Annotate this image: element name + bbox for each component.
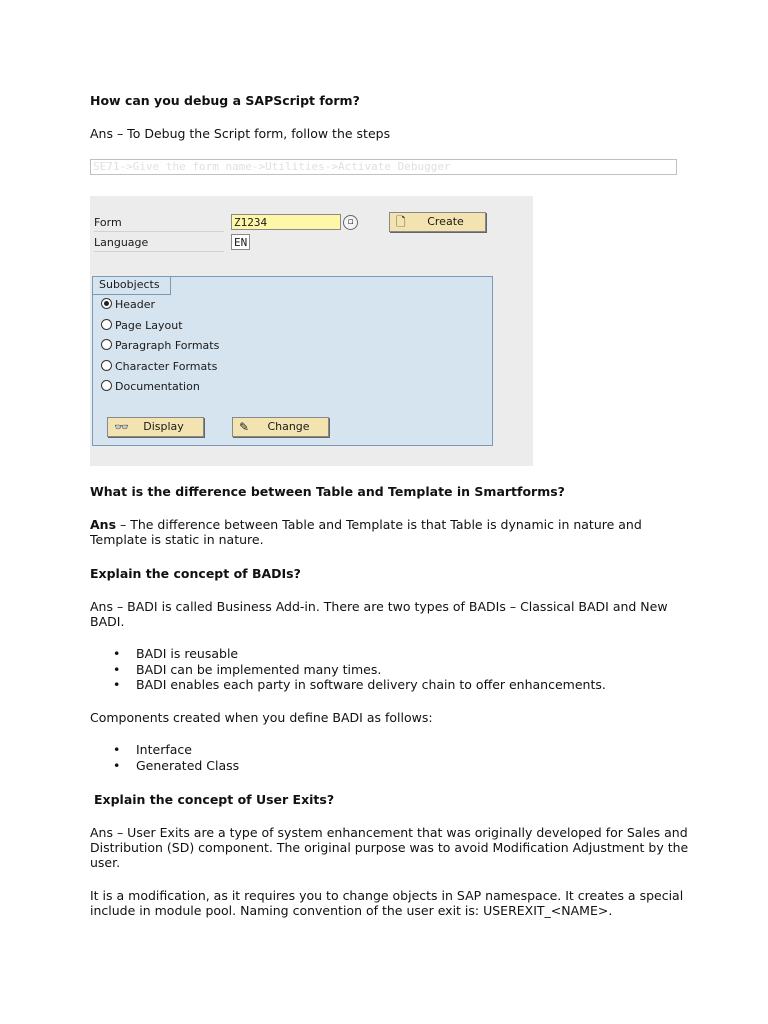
radio-icon [101, 380, 112, 391]
ans-prefix: Ans [90, 517, 117, 532]
radio-header[interactable] [101, 297, 155, 313]
radio-header-label: Header [115, 298, 156, 311]
answer-table-template [90, 517, 690, 547]
form-field[interactable]: Z1234 [231, 214, 341, 230]
answer-user-exits-2: It is a modification, as it requires you to change objects in SAP namespace. It creates a special include in module pool. Naming convention of the user exit is: USEREXIT_<NAME>. [90, 888, 684, 918]
question-debug-sapscript: How can you debug a SAPScript form? [90, 93, 360, 108]
list-item: • BADI enables each party in software delivery chain to offer enhancements. [90, 677, 606, 693]
badi-components-list [90, 742, 239, 773]
question-badis: Explain the concept of BADIs? [90, 566, 301, 581]
value-help-icon[interactable]: ▫ [343, 215, 358, 230]
question-user-exits: Explain the concept of User Exits? [94, 792, 335, 807]
components-intro: Components created when you define BADI as follows: [90, 710, 433, 725]
question-table-template: What is the difference between Table and Template in Smartforms? [90, 484, 565, 499]
form-label: Form [94, 214, 224, 232]
list-item: • Interface [90, 742, 239, 758]
pencil-icon: ✎ [239, 420, 250, 434]
display-button[interactable] [107, 417, 204, 437]
radio-icon [101, 319, 112, 330]
list-item: • BADI can be implemented many times. [90, 662, 606, 678]
radio-documentation-label: Documentation [115, 380, 200, 393]
document-icon: 🗋 [396, 215, 406, 229]
badi-features-list [90, 646, 606, 693]
code-box-steps: SE71->Give the form name->Utilities->Activate Debugger [90, 159, 677, 175]
change-button[interactable] [232, 417, 329, 437]
glasses-icon: 👓 [114, 420, 129, 434]
create-button-label: Create [427, 215, 464, 228]
radio-icon [101, 339, 112, 350]
change-button-label: Change [267, 420, 310, 433]
answer-badis: Ans – BADI is called Business Add-in. There are two types of BADIs – Classical BADI and New BADI. [90, 599, 668, 629]
radio-documentation[interactable] [101, 379, 200, 395]
create-button[interactable] [389, 212, 486, 232]
list-item: • Generated Class [90, 758, 239, 774]
radio-page-layout[interactable] [101, 318, 183, 334]
subobjects-title: Subobjects [93, 277, 171, 295]
radio-icon [101, 360, 112, 371]
radio-character-formats[interactable] [101, 359, 217, 375]
display-button-label: Display [143, 420, 184, 433]
answer-debug-sapscript: Ans – To Debug the Script form, follow the steps [90, 126, 391, 141]
list-item: • BADI is reusable [90, 646, 606, 662]
subobjects-group [92, 276, 493, 446]
answer-table-template-text: – The difference between Table and Template is that Table is dynamic in nature and Template is static in nature. [90, 517, 642, 547]
radio-paragraph-formats[interactable] [101, 338, 219, 354]
language-field[interactable]: EN [231, 234, 250, 250]
answer-user-exits: Ans – User Exits are a type of system enhancement that was originally developed for Sales and Distribution (SD) component. The original purpose was to avoid Modification Adjustment by the user. [90, 825, 689, 870]
radio-selected-icon [101, 298, 112, 309]
radio-page-layout-label: Page Layout [115, 319, 183, 332]
sap-screen-image [90, 196, 533, 466]
radio-character-formats-label: Character Formats [115, 360, 218, 373]
language-label: Language [94, 234, 224, 252]
radio-paragraph-formats-label: Paragraph Formats [115, 339, 220, 352]
